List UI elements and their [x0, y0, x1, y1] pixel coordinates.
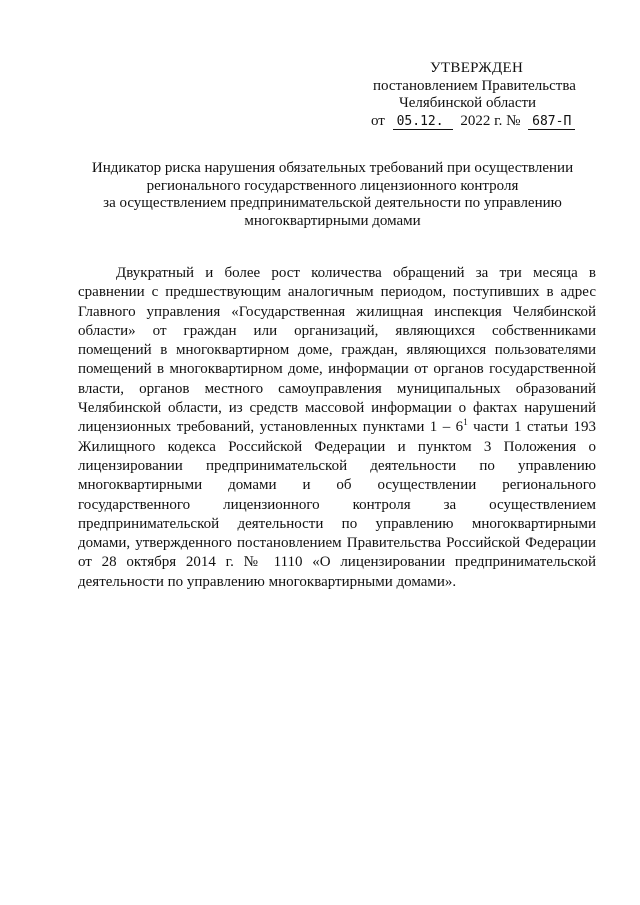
- heading-line-1: Индикатор риска нарушения обязательных требований при осуществлении: [91, 160, 574, 176]
- document-heading: [80, 160, 585, 230]
- approval-year: 2022 г. №: [460, 113, 521, 129]
- body-line: государственного лицензионного контроля за осуществлением: [78, 496, 596, 513]
- body-line: предпринимательской деятельности по управлению многоквартирными: [78, 515, 596, 532]
- heading-line-2: регионального государственного лицензионного контроля: [146, 177, 519, 194]
- body-line: области» от граждан или организаций, являющихся собственниками: [78, 322, 596, 339]
- approval-date-line: [371, 113, 575, 130]
- body-line-end: части 1 статьи 193: [467, 419, 596, 436]
- body-line: от 28 октября 2014 г. № 1110 «О лицензировании предпринимательской: [78, 554, 596, 571]
- body-line-with-superscript: [78, 418, 596, 437]
- body-line: Челябинской области, из средств массовой информации о фактах нарушений: [78, 400, 596, 417]
- body-line: домами, утвержденного постановлением Правительства Российской Федерации: [78, 535, 596, 552]
- body-line: лицензировании предпринимательской деятельности по управлению: [78, 457, 596, 474]
- body-line: Двукратный и более рост количества обращений за три месяца в: [116, 265, 596, 281]
- body-line: Жилищного кодекса Российской Федерации и пунктом 3 Положения о: [78, 438, 596, 455]
- heading-line-4: многоквартирными домами: [244, 212, 421, 229]
- body-line: помещений в многоквартирном доме, информации от органов государственной: [78, 361, 596, 378]
- body-line: Главного управления «Государственная жилищная инспекция Челябинской: [78, 303, 596, 320]
- body-line: деятельности по управлению многоквартирными домами».: [78, 573, 457, 590]
- approval-prefix: от: [371, 113, 385, 129]
- approval-date: 05.12.: [393, 115, 453, 130]
- superscript: 1: [463, 417, 468, 428]
- approval-title: УТВЕРЖДЕН: [430, 60, 524, 76]
- body-paragraph: [78, 264, 596, 592]
- heading-line-3: за осуществлением предпринимательской деятельности по управлению: [103, 195, 562, 211]
- body-line: сравнении с предшествующим аналогичным периодом, поступивших в адрес: [78, 284, 596, 301]
- approval-line-2: Челябинской области: [399, 95, 537, 111]
- approval-line-1: постановлением Правительства: [373, 78, 576, 94]
- body-line: многоквартирными домами и об осуществлении регионального: [78, 477, 596, 494]
- body-line: власти, органов местного самоуправления муниципальных образований: [78, 380, 596, 397]
- body-line-start: лицензионных требований, установленных пунктами 1 – 6: [78, 419, 464, 436]
- body-line: помещений в многоквартирном доме, граждан, являющихся пользователями: [78, 342, 596, 359]
- approval-number: 687-П: [528, 115, 575, 130]
